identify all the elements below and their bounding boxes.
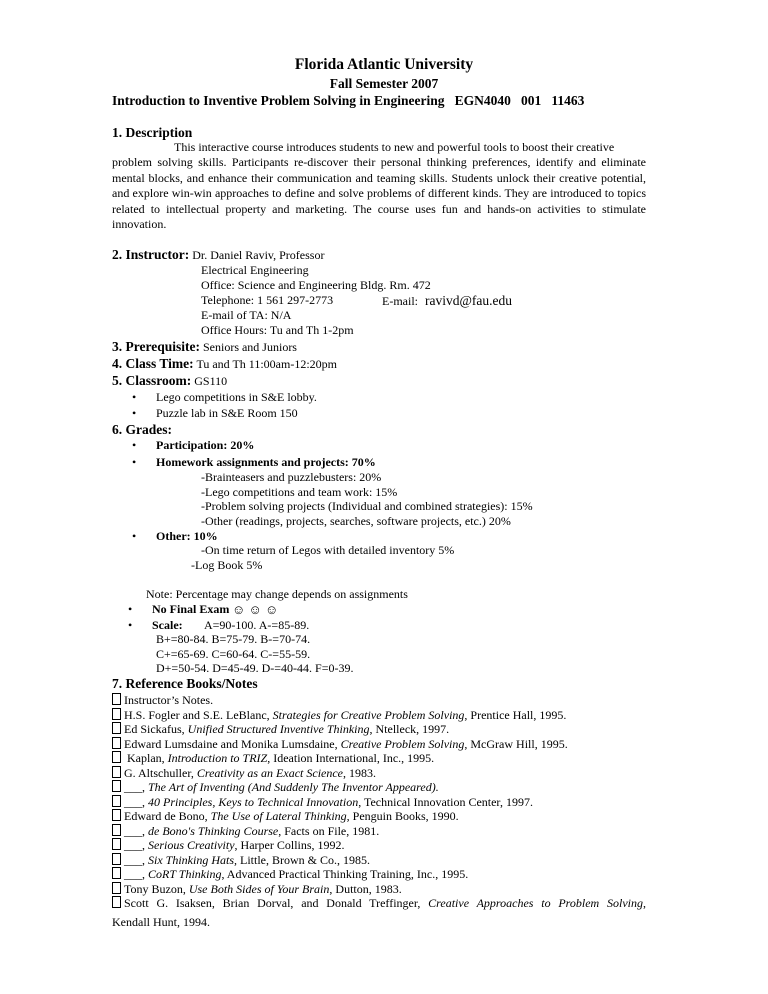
instructor-email-row: [382, 293, 512, 309]
bullet-icon: •: [132, 390, 137, 404]
bullet-icon: •: [132, 529, 137, 543]
description-heading: 1. Description: [112, 125, 193, 140]
reference-title: Creative Problem Solving: [340, 736, 465, 751]
homework-item: -Other (readings, projects, searches, software projects, etc.) 20%: [201, 514, 511, 528]
classroom-row: [112, 373, 227, 389]
class-time-row: [112, 356, 337, 372]
reference-item: [112, 737, 568, 752]
semester-title: Fall Semester 2007: [329, 76, 439, 91]
instructor-heading: 2. Instructor:: [112, 247, 190, 262]
reference-post: , 1983.: [343, 765, 377, 780]
instructor-email[interactable]: ravivd@fau.edu: [425, 293, 513, 308]
reference-post: , Prentice Hall, 1995.: [464, 707, 567, 722]
instructor-dept: Electrical Engineering: [201, 263, 309, 277]
reference-pre: G. Altschuller,: [124, 765, 197, 780]
reference-post: , Facts on File, 1981.: [278, 823, 380, 838]
prerequisite-row: [112, 339, 297, 355]
grades-participation: Participation: 20%: [156, 438, 255, 452]
instructor-office: Office: Science and Engineering Bldg. Rm. 472: [201, 278, 431, 292]
reference-title: Strategies for Creative Problem Solving: [272, 707, 465, 722]
prerequisite-value: Seniors and Juniors: [202, 340, 297, 354]
references-heading: 7. Reference Books/Notes: [112, 676, 258, 691]
grades-participation-row: [132, 438, 255, 453]
checkbox-glyph-icon: [112, 708, 121, 720]
bullet-icon: •: [132, 438, 137, 452]
reference-pre: H.S. Fogler and S.E. LeBlanc,: [124, 707, 273, 722]
reference-title: Use Both Sides of Your Brain: [188, 881, 330, 896]
reference-pre: Scott G. Isaksen, Brian Dorval, and Donald Treffinger,: [124, 896, 429, 910]
reference-item: [112, 708, 566, 723]
scale-line: A=90-100. A-=85-89.: [204, 618, 310, 632]
homework-item: -Problem solving projects (Individual and combined strategies): 15%: [201, 499, 533, 513]
checkbox-glyph-icon: [112, 766, 121, 778]
other-item: -Log Book 5%: [191, 558, 263, 572]
reference-item: [112, 838, 345, 853]
classroom-item: Lego competitions in S&E lobby.: [156, 390, 317, 404]
grades-homework: Homework assignments and projects: 70%: [156, 455, 376, 469]
checkbox-glyph-icon: [112, 882, 121, 894]
reference-item: [112, 882, 402, 897]
reference-item: [112, 693, 213, 708]
reference-item: [112, 795, 533, 810]
class-time-heading: 4. Class Time:: [112, 356, 194, 371]
ta-email: E-mail of TA: N/A: [201, 308, 292, 322]
reference-title: Serious Creativity: [148, 838, 235, 852]
reference-pre: Ed Sickafus,: [124, 722, 188, 736]
classroom-item-row: [132, 390, 317, 405]
reference-post: ,: [643, 896, 646, 910]
reference-title: The Use of Lateral Thinking,: [210, 809, 350, 823]
reference-title: CoRT Thinking: [148, 867, 222, 881]
grades-heading: 6. Grades:: [112, 422, 172, 437]
smiley-icon: ☺ ☺ ☺: [232, 602, 279, 617]
reference-pre: Edward de Bono,: [124, 809, 211, 823]
reference-item: [112, 722, 449, 737]
reference-title: 40 Principles, Keys to Technical Innovation: [148, 794, 359, 809]
scale-line: C+=65-69. C=60-64. C-=55-59.: [156, 647, 311, 661]
reference-post: Penguin Books, 1990.: [349, 809, 459, 823]
other-item: -On time return of Legos with detailed inventory 5%: [201, 543, 455, 557]
classroom-heading: 5. Classroom:: [112, 373, 192, 388]
reference-post: , Ideation International, Inc., 1995.: [267, 751, 435, 765]
reference-item: [112, 766, 376, 781]
university-title: Florida Atlantic University: [294, 56, 474, 73]
reference-pre: Tony Buzon,: [124, 881, 189, 896]
checkbox-glyph-icon: [112, 795, 121, 807]
reference-last-line: Kendall Hunt, 1994.: [112, 915, 210, 929]
reference-item: [112, 853, 370, 868]
reference-title: The Art of Inventing (And Suddenly The Inventor Appeared).: [148, 780, 439, 794]
checkbox-glyph-icon: [112, 751, 121, 763]
classroom-value: GS110: [194, 374, 228, 388]
bullet-icon: •: [128, 618, 133, 632]
scale-line: B+=80-84. B=75-79. B-=70-74.: [156, 632, 311, 646]
checkbox-glyph-icon: [112, 867, 121, 879]
scale-row: [128, 618, 310, 633]
reference-pre: ___,: [124, 852, 148, 867]
class-time-value: Tu and Th 11:00am-12:20pm: [196, 357, 337, 371]
reference-title: Six Thinking Hats,: [148, 852, 237, 867]
reference-item: [112, 780, 439, 795]
reference-title: de Bono's Thinking Course: [148, 823, 279, 838]
reference-title: Introduction to TRIZ: [167, 751, 268, 765]
reference-post: , Dutton, 1983.: [329, 881, 402, 896]
bullet-icon: •: [132, 406, 137, 420]
reference-post: , Technical Innovation Center, 1997.: [358, 794, 533, 809]
reference-pre: ___,: [124, 867, 148, 881]
checkbox-glyph-icon: [112, 838, 121, 850]
reference-title: Creative Approaches to Problem Solving: [428, 896, 643, 910]
checkbox-glyph-icon: [112, 809, 121, 821]
reference-item: [112, 751, 434, 766]
description-first-line: This interactive course introduces students to new and powerful tools to boost their creative: [174, 140, 615, 154]
instructor-name: Dr. Daniel Raviv, Professor: [192, 248, 325, 262]
scale-label: Scale:: [152, 618, 183, 632]
reference-item: [112, 809, 459, 824]
instructor-telephone: Telephone: 1 561 297-2773: [201, 293, 334, 307]
checkbox-glyph-icon: [112, 853, 121, 865]
reference-post: , Ntelleck, 1997.: [369, 722, 450, 736]
checkbox-glyph-icon: [112, 737, 121, 749]
reference-pre: ___,: [124, 780, 148, 794]
reference-post: , McGraw Hill, 1995.: [464, 736, 568, 751]
reference-item: [112, 824, 379, 839]
prerequisite-heading: 3. Prerequisite:: [112, 339, 200, 354]
classroom-item-row: [132, 406, 298, 421]
reference-pre: Edward Lumsdaine and Monika Lumsdaine,: [124, 736, 341, 751]
homework-item: -Lego competitions and team work: 15%: [201, 485, 398, 499]
grades-other-row: [132, 529, 218, 544]
grades-homework-row: [132, 455, 376, 470]
reference-post: , Advanced Practical Thinking Training, Inc., 1995.: [221, 867, 469, 881]
homework-item: -Brainteasers and puzzlebusters: 20%: [201, 470, 382, 484]
reference-title: Creativity as an Exact Science: [196, 765, 344, 780]
checkbox-glyph-icon: [112, 722, 121, 734]
classroom-item: Puzzle lab in S&E Room 150: [156, 406, 298, 420]
instructor-email-label: E-mail:: [382, 294, 418, 308]
reference-pre: Instructor’s Notes.: [124, 693, 214, 707]
checkbox-glyph-icon: [112, 896, 121, 908]
reference-title: Unified Structured Inventive Thinking: [187, 722, 370, 736]
reference-pre: ___,: [124, 794, 148, 809]
office-hours: Office Hours: Tu and Th 1-2pm: [201, 323, 354, 337]
course-title: Introduction to Inventive Problem Solving in Engineering EGN4040 001 11463: [112, 93, 585, 108]
checkbox-glyph-icon: [112, 780, 121, 792]
reference-item: [112, 867, 468, 882]
reference-pre: Kaplan,: [124, 751, 168, 765]
reference-pre: ___,: [124, 838, 148, 852]
grades-other: Other: 10%: [156, 529, 218, 543]
description-text: problem solving skills. Participants re-discover their personal thinking preferences, identify and eliminate mental blocks, and enhance their communication and teaming skills. Students unlock their creative potential, and explore win-win approaches to define and solve problems of different kinds. They are introduced to topics related to intellectual property and marketing. The course uses fun and hands-on activities to stimulate innovation.: [112, 155, 646, 231]
checkbox-glyph-icon: [112, 693, 121, 705]
no-final-exam: No Final Exam: [152, 602, 230, 616]
bullet-icon: •: [132, 455, 137, 469]
grades-note: Note: Percentage may change depends on assignments: [146, 587, 408, 601]
checkbox-glyph-icon: [112, 824, 121, 836]
reference-post: , Harper Collins, 1992.: [234, 838, 345, 852]
reference-pre: ___,: [124, 823, 148, 838]
no-final-row: [128, 602, 279, 617]
reference-post: Little, Brown & Co., 1985.: [237, 852, 370, 867]
bullet-icon: •: [128, 602, 133, 616]
scale-line: D+=50-54. D=45-49. D-=40-44. F=0-39.: [156, 661, 354, 675]
reference-item: [112, 896, 646, 911]
instructor-row: [112, 247, 324, 263]
